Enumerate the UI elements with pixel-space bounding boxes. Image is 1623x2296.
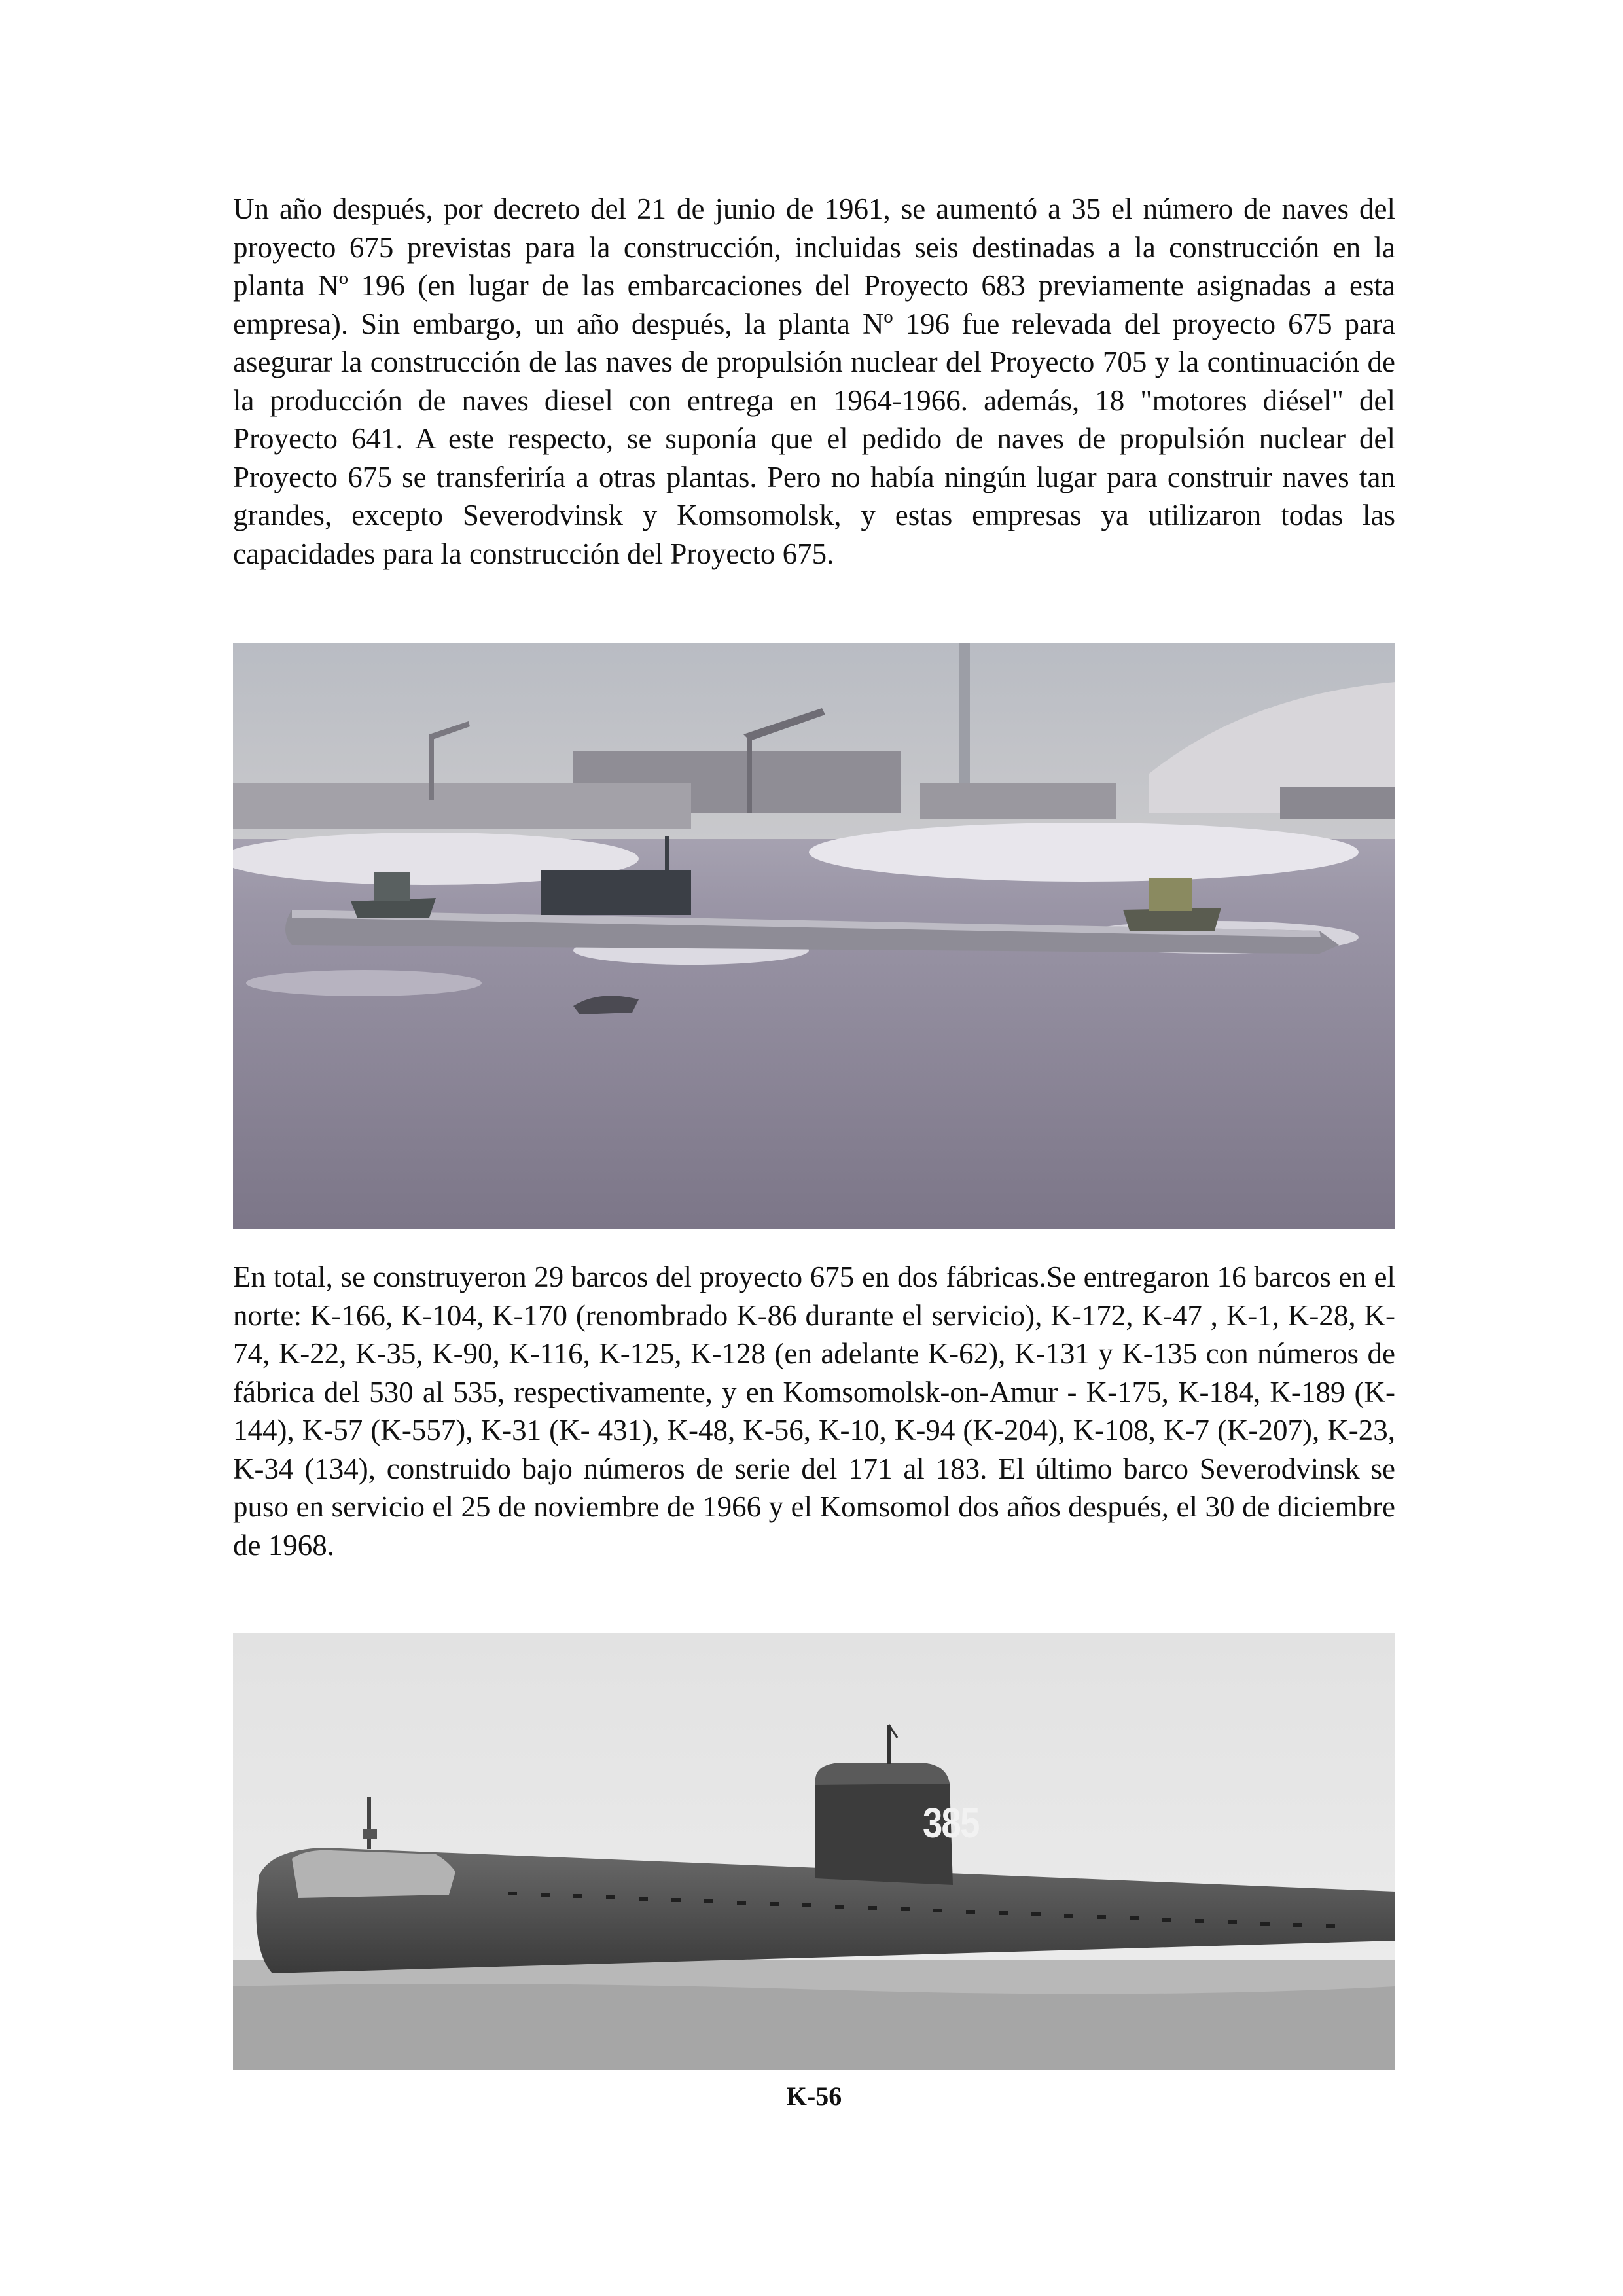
paragraph-2: En total, se construyeron 29 barcos del proyecto 675 en dos fábricas.Se entregaron 16 barcos en el norte: K-166, K-104, K-170 (renombrado K-86 durante el servicio), K-172, K-47 , K-1, K-28, K-74, K-22, K-35, K-90, K-116, K-125, K-128 (en adelante K-62), K-131 y K-135 con números de fábrica del 530 al 535, respectivamente, y en Komsomolsk-on-Amur - K-175, K-184, K-189 (K-144), K-57 (K-557), K-31 (K- 431), K-48, K-56, K-10, K-94 (K-204), K-108, K-7 (K-207), K-23, K-34 (134), construido bajo números de serie del 171 al 183. El último barco Severodvinsk se puso en servicio el 25 de noviembre de 1966 y el Komsomol dos años después, el 30 de diciembre de 1968. — [233, 1261, 1395, 1562]
hull-number-385: 385 — [923, 1799, 979, 1846]
photo-submarine-in-ice-harbor — [233, 643, 1395, 1229]
photo-submarine-in-ice-harbor-image — [233, 643, 1395, 1229]
paragraph-1: Un año después, por decreto del 21 de junio de 1961, se aumentó a 35 el número de naves del proyecto 675 previstas para la construcción, incluidas seis destinadas a la construcción en la planta Nº 196 (en lugar de las embarcaciones del Proyecto 683 previamente asignadas a esta empresa). Sin embargo, un año después, la planta Nº 196 fue relevada del proyecto 675 para asegurar la construcción de las naves de propulsión nuclear del Proyecto 705 y la continuación de la producción de naves diesel con entrega en 1964-1966. además, 18 "motores diésel" del Proyecto 641. A este respecto, se suponía que el pedido de naves de propulsión nuclear del Proyecto 675 se transferiría a otras plantas. Pero no había ningún lugar para construir naves tan grandes, excepto Severodvinsk y Komsomolsk, y estas empresas ya utilizaron todas las capacidades para la construcción del Proyecto 675. — [233, 192, 1395, 570]
photo-submarine-k56-image — [233, 1633, 1395, 2070]
photo-caption: K-56 — [786, 2081, 842, 2111]
photo-submarine-k56 — [233, 1633, 1395, 2070]
